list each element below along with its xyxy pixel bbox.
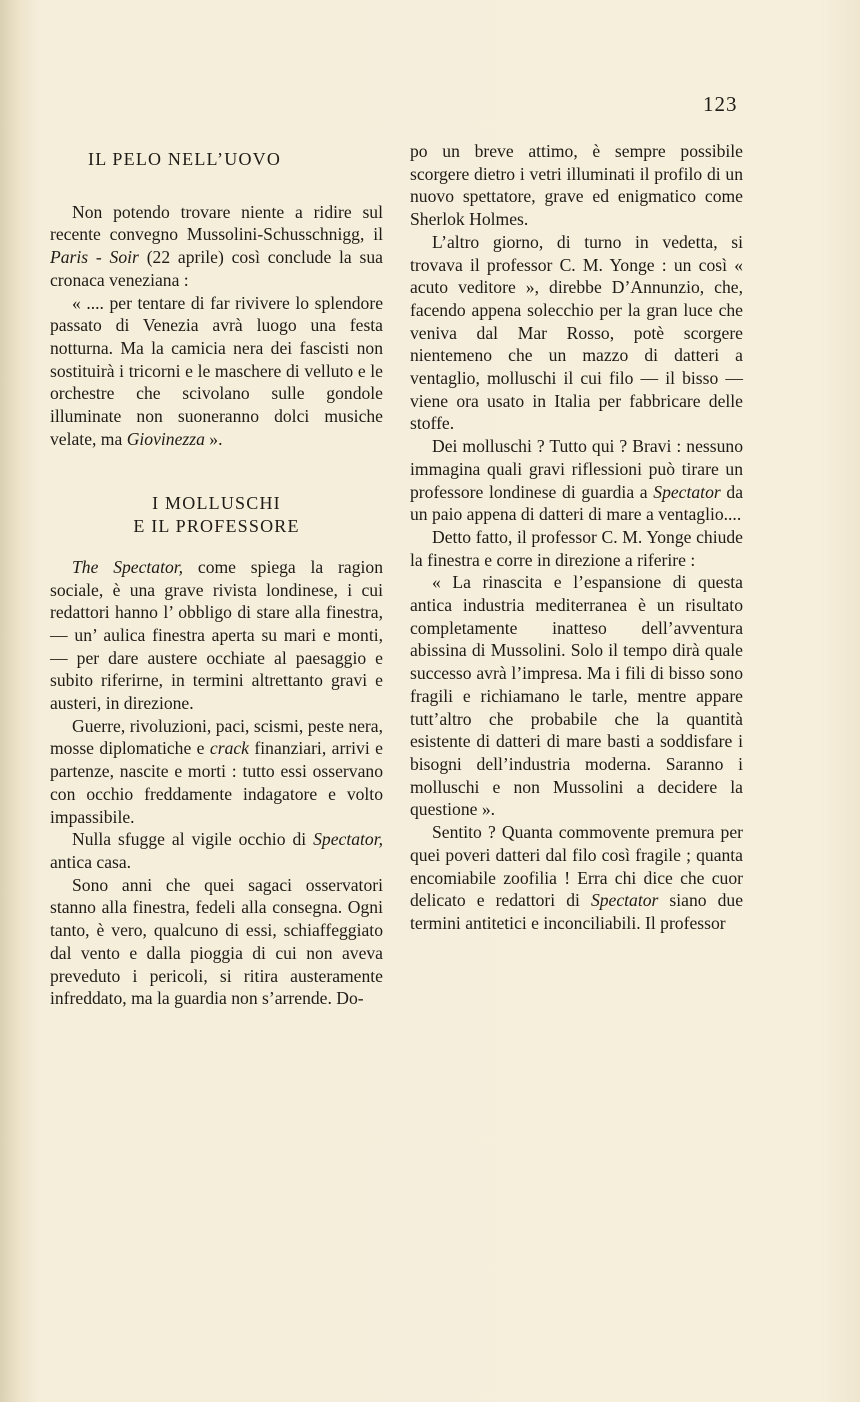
publication-name: Spectator (590, 890, 659, 911)
quotation: « .... per tentare di far rivivere lo splendore passato di Venezia avrà luogo una festa notturna. Ma la camicia nera dei fascisti non sostituirà i tricorni e le maschere di velluto e le orchestre che scivolano sulle gondole illuminate non suoneranno dolci musiche velate, ma Giovinezza ». (50, 292, 383, 449)
paragraph: Guerre, rivoluzioni, paci, scismi, peste nera, mosse diplomatiche e crack finanziari, arrivi e partenze, nascite e morti : tutto essi osservano con occhio freddamente indagatore e volto impassibile. (50, 715, 383, 827)
paragraph-continuation: po un breve attimo, è sempre possibile scorgere dietro i vetri illuminati il profilo di un nuovo spettatore, grave ed enigmatico come Sherlok Holmes. (410, 141, 743, 230)
publication-name: Paris - Soir (50, 247, 139, 268)
publication-name: Spectator, (313, 829, 383, 850)
article-title-molluschi-line2: E IL PROFESSORE (133, 516, 300, 537)
paragraph: Sentito ? Quanta commovente premura per quei poveri datteri dal filo così fragile ; quanta encomiabile zoofilia ! Erra chi dice che cuor delicato e redattori di Spectator siano due termini antitetici e inconciliabili. Il professor (410, 822, 743, 933)
paragraph: L’altro giorno, di turno in vedetta, si trovava il professor C. M. Yonge : un così « acuto veditore », direbbe D’Annunzio, che, facendo appena solecchio per la gran luce che veniva dal Mar Rosso, potè scorgere nientemeno che un mazzo di datteri a ventaglio, molluschi il cui filo — il bisso — viene ora usato in Italia per fabbricare delle stoffe. (410, 231, 743, 434)
paragraph: The Spectator, come spiega la ragion sociale, è una grave rivista londinese, i cui redattori hanno l’ obbligo di stare alla finestra, — un’ aulica finestra aperta su mari e monti, — per dare austere occhiate al paesaggio e subito riferirne, in termini altrettanto gravi e austeri, in direzione. (50, 556, 383, 714)
song-title: Giovinezza (126, 428, 205, 449)
page-number: 123 (703, 92, 738, 116)
quotation: « La rinascita e l’espansione di questa antica industria mediterranea è un risultato completamente inatteso dell’avventura abissina di Mussolini. Solo il tempo dirà quale successo avrà l’impresa. Ma i fili di bisso sono fragili e richiamano le tarle, mentre appare tutt’altro che probabile che la quantità esistente di datteri di mare basti a soddisfare i bisogni dell’industria moderna. Saranno i molluschi e non Mussolini a decidere la questione ». (410, 572, 743, 820)
paragraph: Dei molluschi ? Tutto qui ? Bravi : nessuno immagina quali gravi riflessioni può tirare un professore londinese di guardia a Spectator da un paio appena di datteri di mare a ventaglio.... (410, 436, 743, 525)
publication-name: Spectator (653, 481, 721, 502)
right-column (410, 140, 743, 935)
paragraph: Sono anni che quei sagaci osservatori stanno alla finestra, fedeli alla consegna. Ogni tanto, è vero, qualcuno di essi, schiaffeggiato dal vento e dalla pioggia di cui non aveva preveduto i pericoli, si ritira austeramente infreddato, ma la guardia non s’arrende. Do- (50, 874, 383, 1009)
article-title-pelo: IL PELO NELL’UOVO (88, 149, 282, 169)
article-title-molluschi-line1: I MOLLUSCHI (152, 493, 281, 514)
paragraph: Detto fatto, il professor C. M. Yonge chiude la finestra e corre in direzione a riferire : (410, 526, 743, 570)
paragraph: Non potendo trovare niente a ridire sul recente convegno Mussolini-Schusschnigg, il Paris - Soir (22 aprile) così conclude la sua cronaca veneziana : (50, 201, 383, 290)
left-column (50, 140, 383, 1010)
italic-term: crack (209, 738, 249, 759)
paragraph: Nulla sfugge al vigile occhio di Spectator, antica casa. (50, 829, 383, 872)
publication-name: The Spectator, (72, 556, 184, 577)
